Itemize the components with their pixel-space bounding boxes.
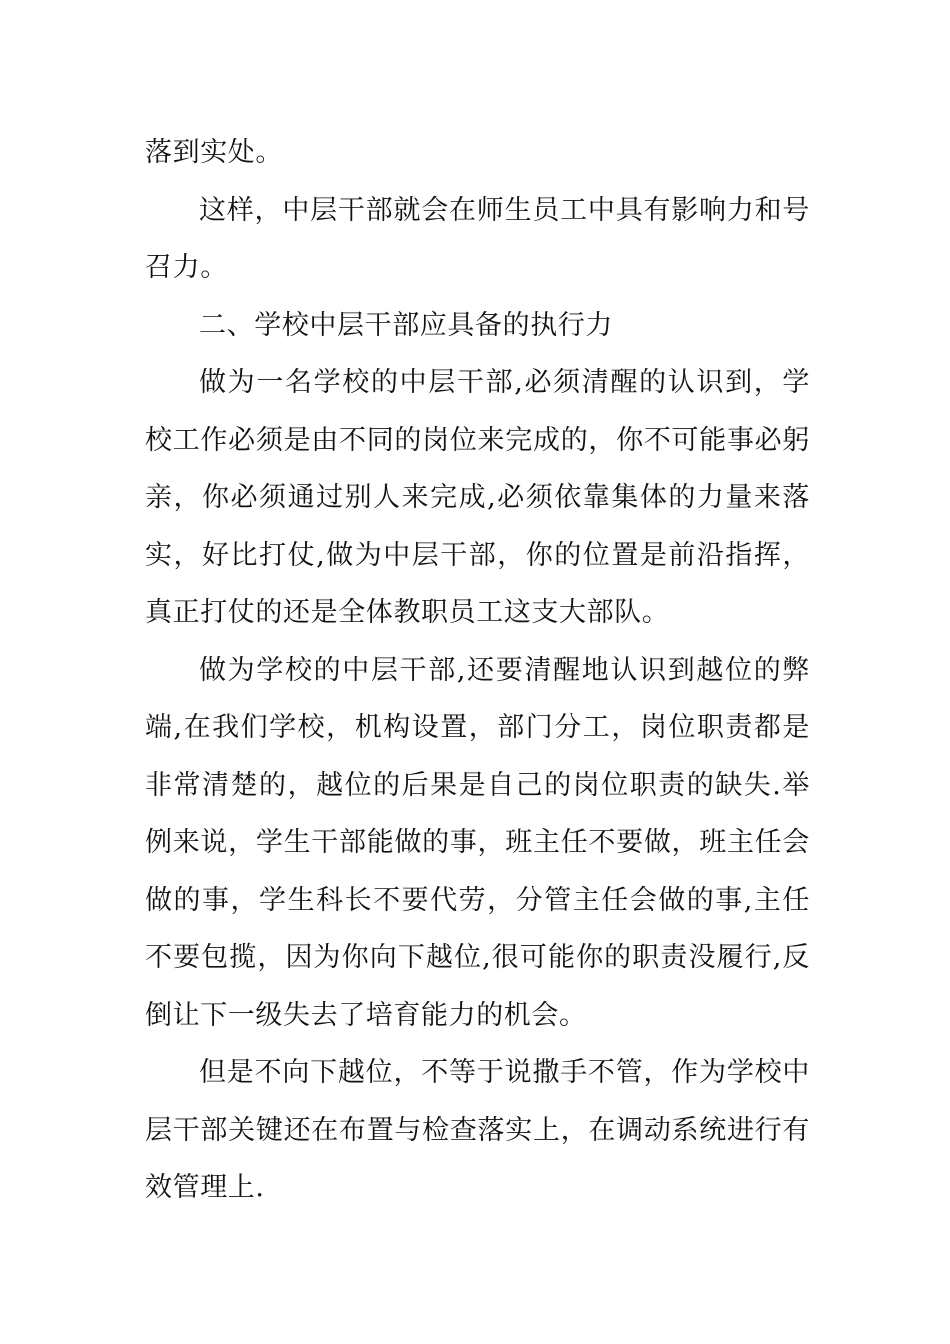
- paragraph-execution: 做为一名学校的中层干部,必须清醒的认识到，学校工作必须是由不同的岗位来完成的，你不可能事必躬亲，你必须通过别人来完成,必须依靠集体的力量来落实，好比打仗,做为中层干部，你的位置是前沿指挥，真正打仗的还是全体教职员工这支大部队。: [145, 367, 810, 628]
- section-heading: 二、学校中层干部应具备的执行力: [199, 309, 613, 341]
- paragraph-continuation: 落到实处。: [145, 137, 283, 168]
- document-body: [145, 124, 810, 1217]
- paragraph-management: 但是不向下越位，不等于说撒手不管，作为学校中层干部关键还在布置与检查落实上，在调动系统进行有效管理上.: [145, 1057, 810, 1203]
- paragraph-influence: 这样，中层干部就会在师生员工中具有影响力和号召力。: [145, 194, 810, 283]
- paragraph-overstepping: 做为学校的中层干部,还要清醒地认识到越位的弊端,在我们学校，机构设置，部门分工，岗位职责都是非常清楚的，越位的后果是自己的岗位职责的缺失.举例来说，学生干部能做的事，班主任不要做，班主任会做的事，学生科长不要代劳，分管主任会做的事,主任不要包揽，因为你向下越位,很可能你的职责没履行,反倒让下一级失去了培育能力的机会。: [145, 654, 810, 1031]
